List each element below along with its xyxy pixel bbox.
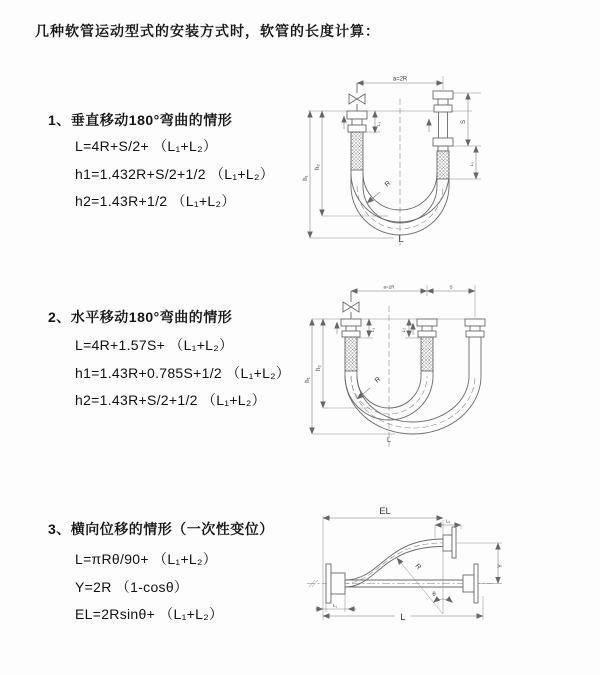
hose-braided-section — [351, 132, 363, 170]
formula-line: h2=1.43R+S/2+1/2 （L₁+L₂） — [75, 392, 266, 408]
dim-label-s: S — [449, 284, 453, 290]
left-pipe-flange — [341, 319, 361, 371]
section-3-formulas — [75, 546, 223, 629]
dim-label-s: S — [461, 119, 467, 125]
geometry-construction — [397, 520, 453, 614]
diagram-lateral-displacement — [293, 496, 598, 673]
dim-label-l2: L₂ — [401, 327, 406, 333]
right-pipe-flange — [465, 319, 485, 337]
page-title: 几种软管运动型式的安装方式时，软管的长度计算： — [35, 23, 380, 39]
formula-line: L=4R+1.57S+ （L₁+L₂） — [75, 337, 234, 353]
dim-label-r: R — [413, 562, 423, 572]
formula-line: L=πRθ/90+ （L₁+L₂） — [75, 551, 218, 567]
dim-label-l: L — [400, 612, 406, 623]
left-flange — [326, 564, 345, 603]
dim-label-l: L — [387, 437, 391, 444]
hose-braided-section — [345, 337, 357, 371]
dim-label-r: R — [383, 179, 393, 189]
dim-label-h1: h₁ — [303, 175, 309, 181]
formula-line: Y=2R （1-cosθ） — [75, 578, 189, 595]
dim-label-h2: h₂ — [315, 164, 321, 170]
dim-label-r: R — [373, 375, 383, 385]
formula-line: EL=2Rsinθ+ （L₁+L₂） — [75, 606, 224, 622]
formula-line: h1=1.43R+0.785S+1/2 （L₁+L₂） — [75, 364, 291, 381]
dim-label-l: L — [398, 234, 404, 245]
formula-line: L=4R+S/2+ （L₁+L₂） — [75, 138, 218, 154]
diagram-vertical-180-bend — [300, 66, 590, 262]
dim-label-el: EL — [379, 506, 391, 517]
valve-icon — [343, 291, 359, 319]
section-1-formulas — [75, 133, 274, 216]
dim-label-h2: h₂ — [316, 365, 322, 371]
dim-label-y: Y — [498, 563, 504, 569]
dim-label-a2r: a=2R — [383, 284, 395, 290]
left-pipe-flange — [347, 111, 367, 170]
middle-pipe-flange — [417, 319, 437, 371]
hose-braided-section — [421, 337, 433, 371]
hose-braided-section — [437, 151, 449, 179]
right-flange — [463, 564, 478, 603]
dim-label-l1: L₁ — [376, 121, 381, 127]
dim-label-l2: L₂ — [469, 161, 474, 167]
section-3-heading: 3、横向位移的情形（一次性变位） — [48, 521, 274, 537]
hose-bend-arcs — [345, 337, 481, 434]
section-2-formulas — [75, 332, 290, 415]
dim-label-l2: L₂ — [445, 518, 451, 524]
right-pipe-flange — [433, 91, 453, 179]
formula-line: h1=1.432R+S/2+1/2 （L₁+L₂） — [75, 165, 275, 182]
formula-line: h2=1.43R+1/2 （L₁+L₂） — [75, 193, 236, 209]
upper-right-flange — [443, 527, 456, 558]
section-2-heading: 2、水平移动180°弯曲的情形 — [48, 309, 233, 325]
dim-label-h1: h₁ — [305, 377, 311, 383]
diagram-horizontal-180-bend — [300, 276, 590, 472]
valve-icon — [349, 83, 365, 111]
section-1-heading: 1、垂直移动180°弯曲的情形 — [48, 112, 233, 128]
dim-label-a2r: a=2R — [392, 76, 408, 83]
dim-label-l1: L₁ — [332, 603, 338, 608]
dimensions — [303, 76, 481, 245]
angle-label-theta: θ — [432, 592, 436, 598]
dim-label-l1: L₁ — [370, 327, 375, 333]
